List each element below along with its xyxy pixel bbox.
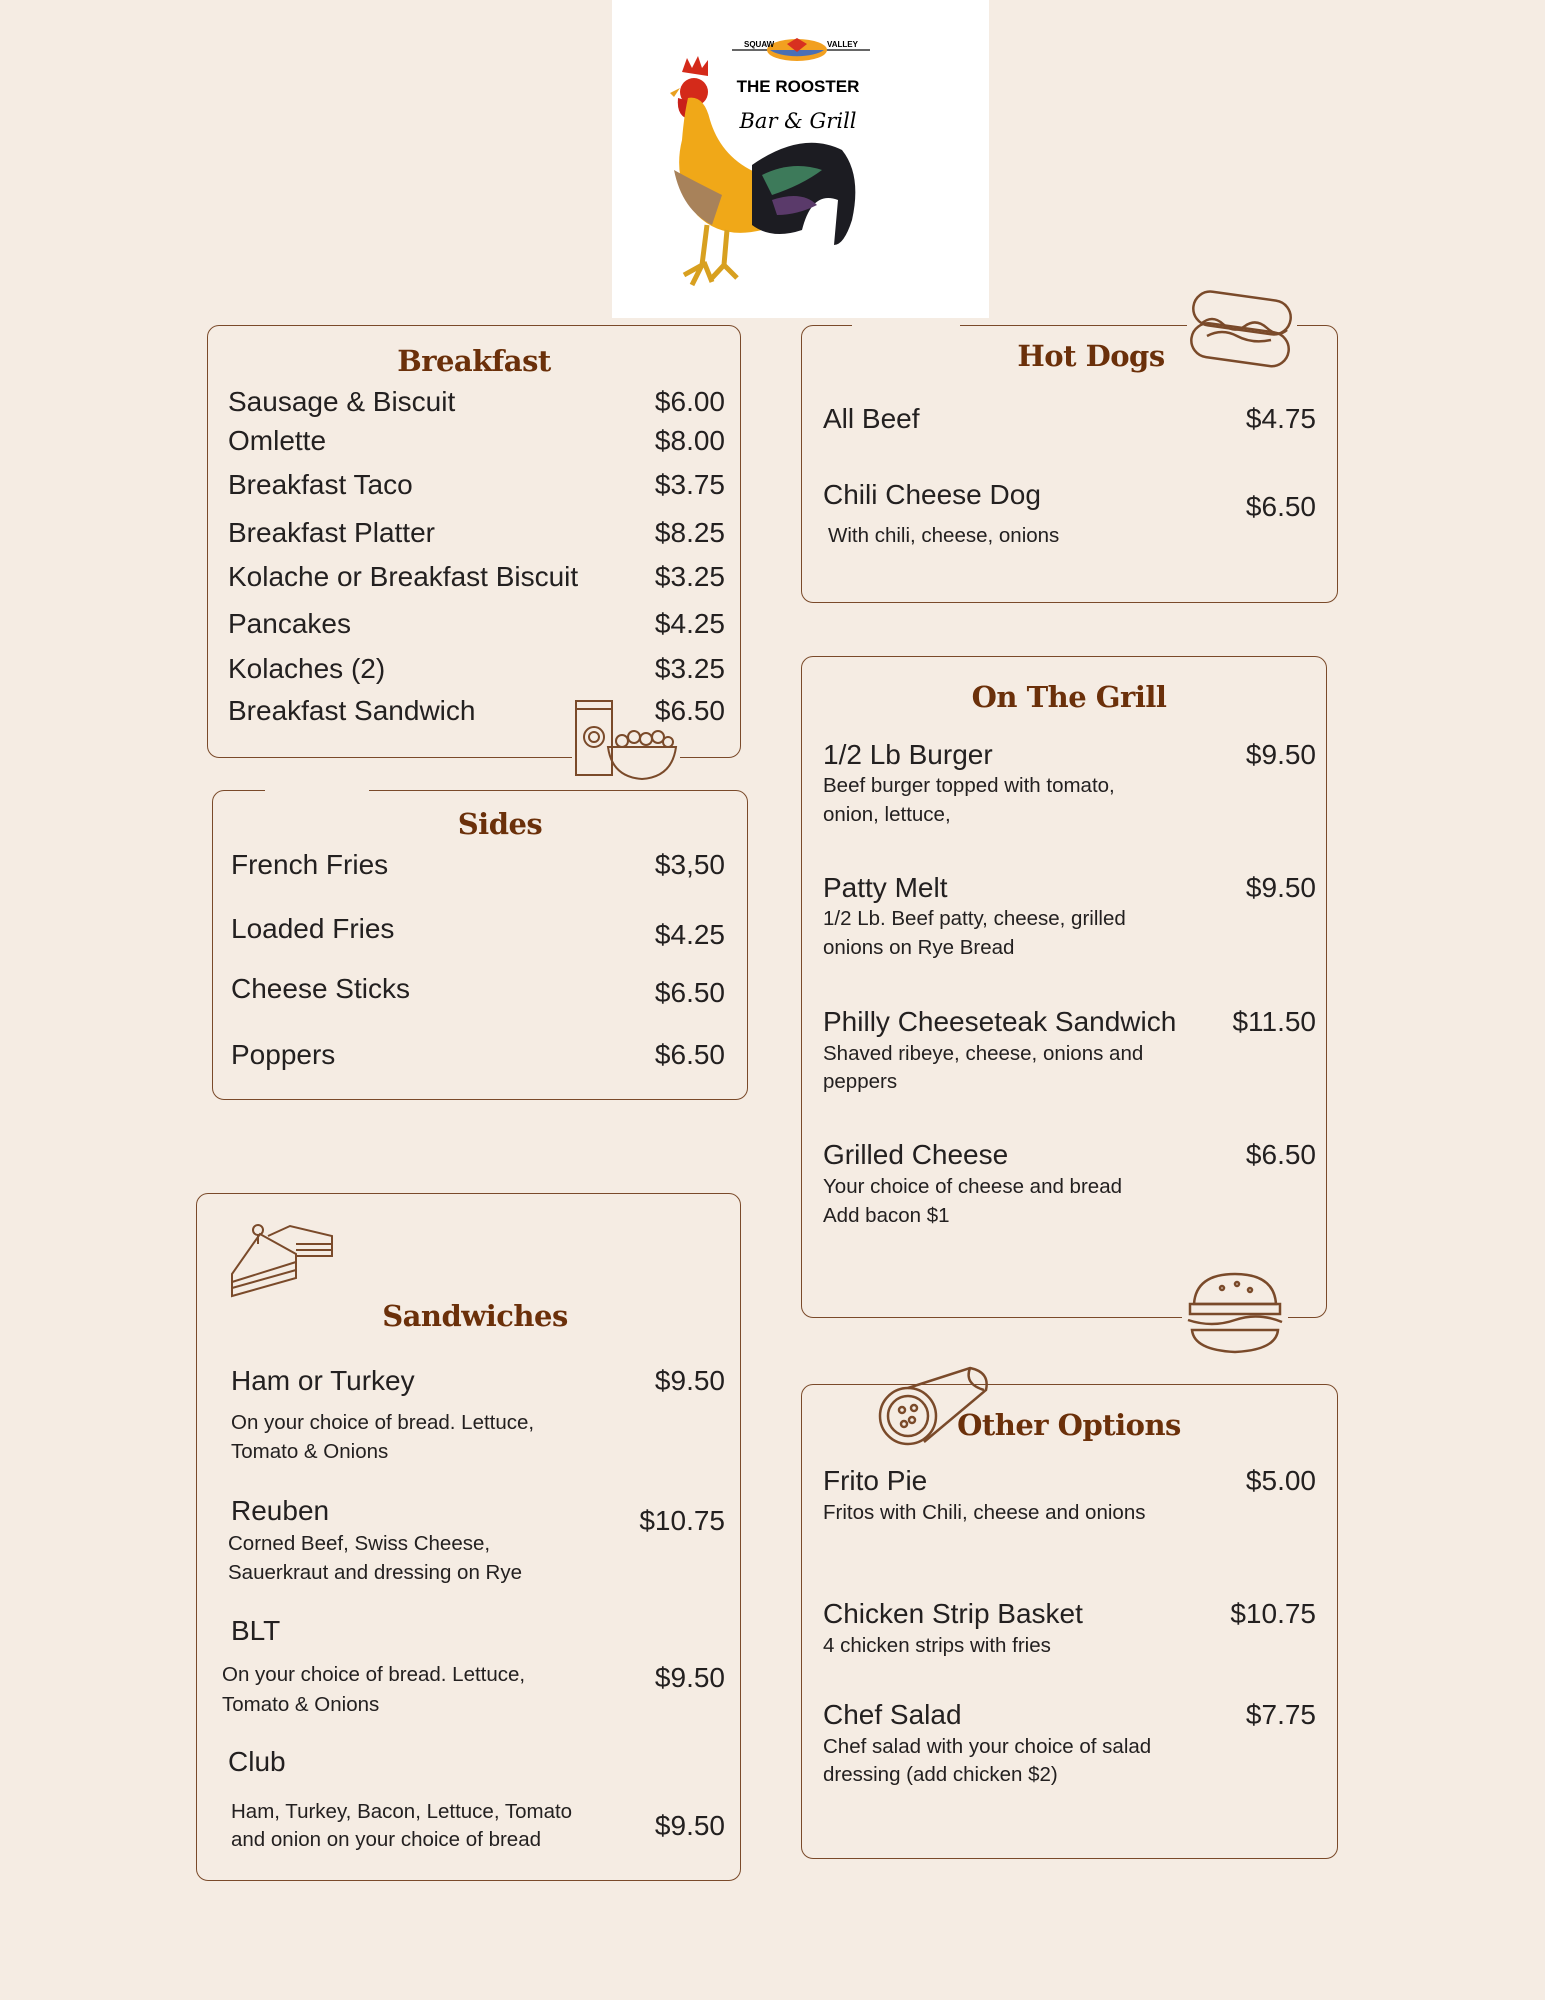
menu-item-price: $10.75 — [1230, 1598, 1316, 1629]
logo-subtitle: Bar & Grill — [739, 109, 857, 133]
menu-item-price: $8.00 — [654, 425, 725, 456]
menu-item-price: $5.00 — [1245, 1465, 1316, 1496]
menu-item-price: $9.50 — [1245, 872, 1316, 903]
menu-item-description: onions on Rye Bread — [823, 936, 1015, 959]
menu-item-price: $6.50 — [654, 977, 725, 1008]
menu-item-price: $6.50 — [654, 695, 725, 726]
restaurant-logo — [612, 0, 989, 318]
burger-icon — [1182, 1270, 1288, 1358]
menu-item-name: Cheese Sticks — [231, 973, 410, 1004]
menu-item-description: Add bacon $1 — [823, 1204, 950, 1227]
menu-item-price: $7.75 — [1245, 1699, 1316, 1730]
menu-item-name: Breakfast Platter — [228, 517, 435, 548]
menu-item-name: Philly Cheeseteak Sandwich — [823, 1006, 1177, 1037]
breakfast-title: Breakfast — [397, 344, 551, 378]
logo-valley: VALLEY — [827, 40, 858, 49]
menu-item-price: $3.25 — [654, 653, 725, 684]
menu-item-price: $10.75 — [639, 1505, 725, 1536]
menu-item-description: dressing (add chicken $2) — [823, 1763, 1058, 1786]
menu-item-description: peppers — [823, 1070, 898, 1093]
menu-item-name: All Beef — [823, 403, 920, 434]
menu-item-name: Pancakes — [228, 608, 351, 639]
menu-item-price: $6.50 — [654, 1039, 725, 1070]
menu-item-description: With chili, cheese, onions — [828, 524, 1060, 547]
menu-item-description: onion, lettuce, — [823, 803, 951, 826]
menu-item-description: Fritos with Chili, cheese and onions — [823, 1501, 1146, 1524]
menu-item-name: Poppers — [231, 1039, 336, 1070]
logo-squaw: SQUAW — [744, 40, 775, 49]
logo-name: THE ROOSTER — [736, 77, 860, 96]
menu-item-name: Kolaches (2) — [228, 653, 386, 684]
menu-item-name: BLT — [231, 1615, 281, 1646]
menu-item-description: Ham, Turkey, Bacon, Lettuce, Tomato — [231, 1800, 573, 1823]
menu-item-name: Omlette — [228, 425, 327, 456]
sandwich-icon — [228, 1222, 334, 1298]
menu-item-description: Chef salad with your choice of salad — [823, 1735, 1152, 1758]
menu-item-price: $9.50 — [654, 1365, 725, 1396]
hot-dog-icon — [1187, 290, 1297, 370]
menu-item-description: Corned Beef, Swiss Cheese, — [228, 1532, 491, 1555]
menu-item-price: $4.25 — [654, 608, 725, 639]
menu-item-price: $11.50 — [1232, 1006, 1316, 1037]
sides-title: Sides — [457, 807, 543, 841]
menu-item-name: 1/2 Lb Burger — [823, 739, 993, 770]
menu-item-name: Loaded Fries — [231, 913, 395, 944]
menu-item-name: Breakfast Taco — [228, 469, 413, 500]
menu-item-name: Chicken Strip Basket — [823, 1598, 1083, 1629]
menu-item-name: Reuben — [231, 1495, 330, 1526]
menu-item-description: Tomato & Onions — [231, 1440, 389, 1463]
hotdogs-title: Hot Dogs — [1017, 339, 1165, 373]
menu-item-price: $6.00 — [654, 386, 725, 417]
menu-item-name: Patty Melt — [823, 872, 948, 903]
menu-item-price: $9.50 — [654, 1662, 725, 1693]
menu-item-name: Breakfast Sandwich — [228, 695, 476, 726]
menu-item-description: Your choice of cheese and bread — [823, 1175, 1122, 1198]
menu-item-price: $3,50 — [654, 849, 725, 880]
menu-item-description: Tomato & Onions — [222, 1693, 380, 1716]
menu-item-name: Chili Cheese Dog — [823, 479, 1041, 510]
menu-item-name: Kolache or Breakfast Biscuit — [228, 561, 579, 592]
menu-item-price: $6.50 — [1245, 491, 1316, 522]
menu-item-name: Grilled Cheese — [823, 1139, 1009, 1170]
menu-item-price: $6.50 — [1245, 1139, 1316, 1170]
menu-item-name: Sausage & Biscuit — [228, 386, 456, 417]
menu-item-name: Chef Salad — [823, 1699, 962, 1730]
menu-item-description: On your choice of bread. Lettuce, — [231, 1411, 535, 1434]
other-title: Other Options — [957, 1408, 1181, 1442]
menu-item-name: Frito Pie — [823, 1465, 928, 1496]
menu-item-price: $8.25 — [654, 517, 725, 548]
menu-item-name: Ham or Turkey — [231, 1365, 415, 1396]
rooster-logo-icon — [612, 0, 989, 318]
menu-item-description: Sauerkraut and dressing on Rye — [228, 1561, 523, 1584]
menu-item-description: On your choice of bread. Lettuce, — [222, 1663, 526, 1686]
sandwiches-title: Sandwiches — [382, 1299, 568, 1333]
menu-item-description: 1/2 Lb. Beef patty, cheese, grilled — [823, 907, 1126, 930]
menu-item-price: $4.75 — [1245, 403, 1316, 434]
menu-item-description: and onion on your choice of bread — [231, 1828, 542, 1851]
menu-item-price: $4.25 — [654, 919, 725, 950]
menu-item-name: Club — [228, 1746, 286, 1777]
menu-item-price: $9.50 — [1245, 739, 1316, 770]
menu-item-description: Shaved ribeye, cheese, onions and — [823, 1042, 1144, 1065]
menu-item-description: Beef burger topped with tomato, — [823, 774, 1115, 797]
menu-item-name: French Fries — [231, 849, 389, 880]
menu-item-description: 4 chicken strips with fries — [823, 1634, 1051, 1657]
grill-title: On The Grill — [971, 680, 1167, 714]
menu-item-price: $3.25 — [654, 561, 725, 592]
menu-item-price: $9.50 — [654, 1810, 725, 1841]
menu-item-price: $3.75 — [654, 469, 725, 500]
